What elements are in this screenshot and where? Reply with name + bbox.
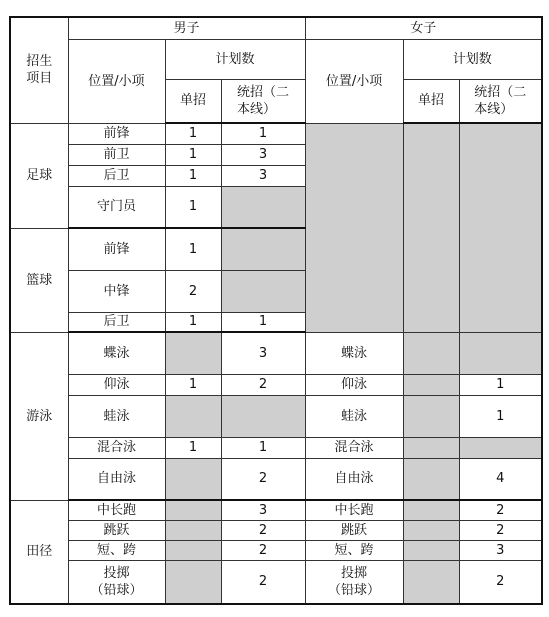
- header-female-unified: 统招（二 本线）: [459, 79, 542, 123]
- header-male-unified: 统招（二 本线）: [221, 79, 305, 123]
- football-m-single: 1: [165, 165, 221, 186]
- sport-swimming: 游泳: [10, 332, 68, 500]
- header-male-plan-count: 计划数: [165, 39, 305, 79]
- swim-m-unified: 2: [221, 458, 305, 500]
- swim-f-item: 蛙泳: [305, 395, 403, 437]
- track-f-single: [403, 500, 459, 520]
- track-m-single: [165, 500, 221, 520]
- football-m-single: 1: [165, 144, 221, 165]
- swim-m-single: [165, 395, 221, 437]
- basketball-m-unified: [221, 228, 305, 270]
- track-item: 跳跃: [68, 520, 165, 540]
- basketball-m-unified: 1: [221, 312, 305, 332]
- basketball-item: 前锋: [68, 228, 165, 270]
- track-item: 短、跨: [68, 540, 165, 560]
- track-f-unified: 2: [459, 560, 542, 604]
- track-item: 投掷 （铅球）: [68, 560, 165, 604]
- swim-f-item: 蝶泳: [305, 332, 403, 374]
- sport-football: 足球: [10, 123, 68, 228]
- header-female-plan-count: 计划数: [403, 39, 542, 79]
- track-f-unified: 3: [459, 540, 542, 560]
- track-item: 中长跑: [68, 500, 165, 520]
- track-f-item: 中长跑: [305, 500, 403, 520]
- swim-item: 蝶泳: [68, 332, 165, 374]
- swim-item: 混合泳: [68, 437, 165, 458]
- female-single-shaded: [403, 123, 459, 332]
- track-m-single: [165, 540, 221, 560]
- football-m-single: 1: [165, 123, 221, 144]
- swim-m-single: 1: [165, 374, 221, 395]
- header-male: 男子: [68, 17, 305, 39]
- track-m-unified: 2: [221, 560, 305, 604]
- track-m-single: [165, 560, 221, 604]
- swim-f-single: [403, 395, 459, 437]
- basketball-m-single: 2: [165, 270, 221, 312]
- swim-m-unified: 3: [221, 332, 305, 374]
- swim-f-unified: [459, 332, 542, 374]
- track-m-single: [165, 520, 221, 540]
- swim-f-unified: [459, 437, 542, 458]
- track-f-single: [403, 560, 459, 604]
- swim-m-single: 1: [165, 437, 221, 458]
- basketball-item: 中锋: [68, 270, 165, 312]
- swim-f-item: 混合泳: [305, 437, 403, 458]
- basketball-m-single: 1: [165, 312, 221, 332]
- football-item: 前卫: [68, 144, 165, 165]
- swim-item: 蛙泳: [68, 395, 165, 437]
- swim-f-item: 仰泳: [305, 374, 403, 395]
- swim-m-single: [165, 458, 221, 500]
- swim-m-unified: 2: [221, 374, 305, 395]
- football-m-unified: 1: [221, 123, 305, 144]
- track-f-unified: 2: [459, 500, 542, 520]
- enrollment-plan-table: [9, 16, 543, 605]
- sport-track-field: 田径: [10, 500, 68, 604]
- track-f-single: [403, 540, 459, 560]
- female-position-shaded: [305, 123, 403, 332]
- header-male-single: 单招: [165, 79, 221, 123]
- swim-f-single: [403, 437, 459, 458]
- swim-f-unified: 4: [459, 458, 542, 500]
- swim-item: 仰泳: [68, 374, 165, 395]
- track-f-item: 投掷 （铅球）: [305, 560, 403, 604]
- header-male-position: 位置/小项: [68, 39, 165, 123]
- football-item: 前锋: [68, 123, 165, 144]
- swim-m-unified: 1: [221, 437, 305, 458]
- football-m-unified: 3: [221, 165, 305, 186]
- swim-f-unified: 1: [459, 395, 542, 437]
- swim-m-unified: [221, 395, 305, 437]
- swim-f-single: [403, 332, 459, 374]
- football-item: 后卫: [68, 165, 165, 186]
- swim-f-item: 自由泳: [305, 458, 403, 500]
- header-female-position: 位置/小项: [305, 39, 403, 123]
- basketball-m-single: 1: [165, 228, 221, 270]
- track-f-item: 跳跃: [305, 520, 403, 540]
- track-m-unified: 2: [221, 520, 305, 540]
- swim-m-single: [165, 332, 221, 374]
- swim-f-unified: 1: [459, 374, 542, 395]
- header-female: 女子: [305, 17, 542, 39]
- track-f-single: [403, 520, 459, 540]
- sport-basketball: 篮球: [10, 228, 68, 332]
- header-female-single: 单招: [403, 79, 459, 123]
- track-f-unified: 2: [459, 520, 542, 540]
- football-m-unified: 3: [221, 144, 305, 165]
- track-m-unified: 2: [221, 540, 305, 560]
- swim-item: 自由泳: [68, 458, 165, 500]
- football-m-single: 1: [165, 186, 221, 228]
- swim-f-single: [403, 374, 459, 395]
- swim-f-single: [403, 458, 459, 500]
- football-m-unified: [221, 186, 305, 228]
- basketball-item: 后卫: [68, 312, 165, 332]
- female-unified-shaded: [459, 123, 542, 332]
- basketball-m-unified: [221, 270, 305, 312]
- track-m-unified: 3: [221, 500, 305, 520]
- header-project: 招生 项目: [10, 17, 68, 123]
- track-f-item: 短、跨: [305, 540, 403, 560]
- football-item: 守门员: [68, 186, 165, 228]
